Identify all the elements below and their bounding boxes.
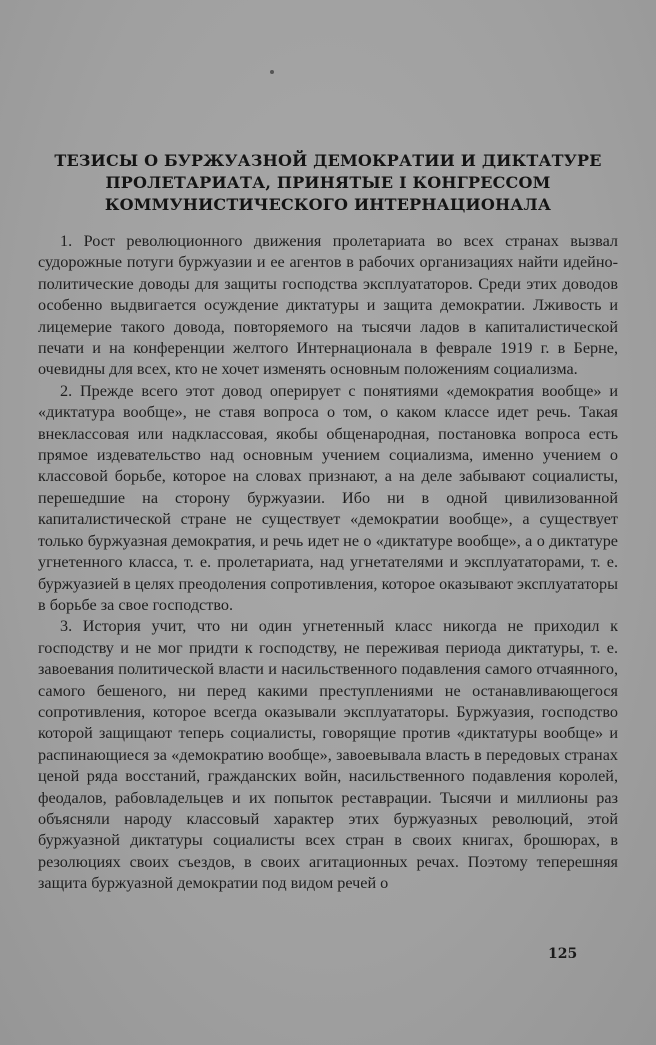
body-text — [38, 231, 618, 895]
title-line-1: ТЕЗИСЫ О БУРЖУАЗНОЙ ДЕМОКРАТИИ И ДИКТАТУРЕ — [54, 151, 602, 170]
paragraph-2: 2. Прежде всего этот довод оперирует с понятиями «демократия вообще» и «диктатура вообще», не ставя вопроса о том, о каком классе идет речь. Такая внеклассовая или надклассовая, якобы общенародная, постановка вопроса есть прямое издевательство над основным учением социализма, именно учением о классовой борьбе, которое на словах признают, а на деле забывают социалисты, перешедшие на сторону буржуазии. Ибо ни в одной цивилизованной капиталистической стране не существует «демократии вообще», а существует только буржуазная демократия, и речь идет не о «диктатуре вообще», а о диктатуре угнетенного класса, т. е. пролетариата, над угнетателями и эксплуататорами, т. е. буржуазией в целях преодоления сопротивления, которое оказывают эксплуататоры в борьбе за свое господство. — [38, 381, 618, 614]
paragraph-3: 3. История учит, что ни один угнетенный класс никогда не приходил к господству и не мог придти к господству, не переживая периода диктатуры, т. е. завоевания политической власти и насильственного подавления самого отчаянного, самого бешеного, ни перед какими преступлениями не останавливающегося сопротивления, которое всегда оказывали эксплуататоры. Буржуазия, господство которой защищают теперь социалисты, говорящие против «диктатуры вообще» и распинающиеся за «демократию вообще», завоевывала власть в передовых странах ценой ряда восстаний, гражданских войн, насильственного подавления королей, феодалов, рабовладельцев и их попыток реставрации. Тысячи и миллионы раз объясняли народу классовый характер этих буржуазных революций, этой буржуазной диктатуры социалисты всех стран в своих книгах, брошюрах, в резолюциях своих съездов, в своих агитационных речах. Поэтому теперешняя защита буржуазной демократии под видом речей о — [38, 617, 618, 893]
page-number: 125 — [548, 946, 578, 962]
paragraph-1: 1. Рост революционного движения пролетариата во всех странах вызвал судорожные потуги буржуазии и ее агентов в рабочих организациях найти идейно-политические доводы для защиты господства эксплуататоров. Среди этих доводов особенно выдвигается осуждение диктатуры и защита демократии. Лживость и лицемерие такого довода, повторяемого на тысячи ладов в капиталистической печати и на конференции желтого Интернационала в феврале 1919 г. в Берне, очевидны для всех, кто не хочет изменять основным положениям социализма. — [38, 232, 618, 379]
chapter-title — [40, 150, 616, 216]
title-line-3: КОММУНИСТИЧЕСКОГО ИНТЕРНАЦИОНАЛА — [104, 195, 552, 214]
title-line-2: ПРОЛЕТАРИАТА, ПРИНЯТЫЕ I КОНГРЕССОМ — [105, 173, 551, 192]
ink-speck — [270, 70, 274, 74]
